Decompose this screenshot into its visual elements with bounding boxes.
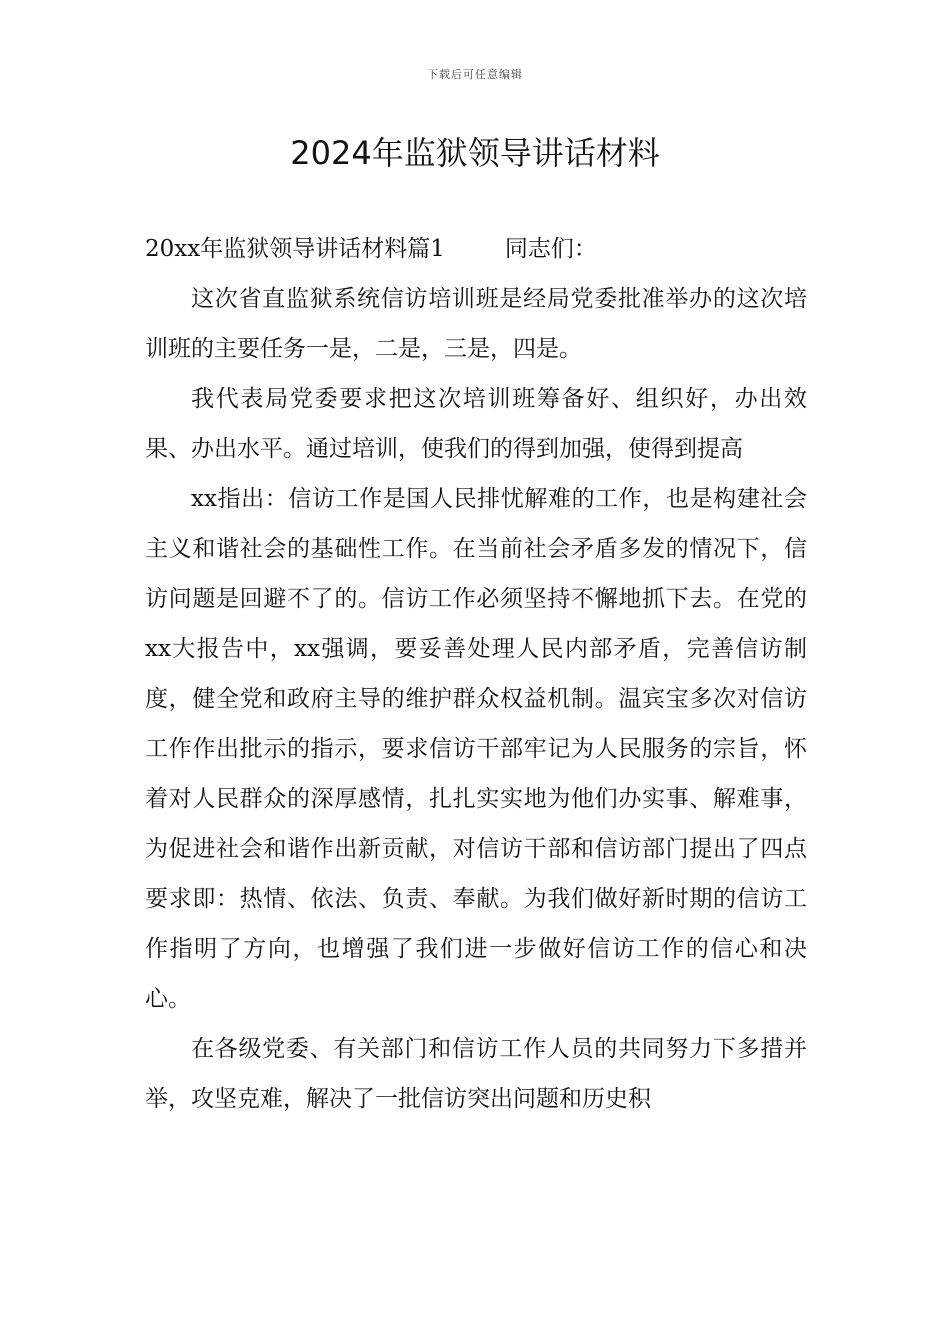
salutation: 同志们： bbox=[504, 236, 597, 262]
document-body bbox=[145, 224, 807, 1124]
paragraph-3: xx指出：信访工作是国人民排忧解难的工作，也是构建社会主义和谐社会的基础性工作。在当前社会矛盾多发的情况下，信访问题是回避不了的。信访工作必须坚持不懈地抓下去。在党的xx大报告中，xx强调，要妥善处理人民内部矛盾，完善信访制度，健全党和政府主导的维护群众权益机制。温宾宝多次对信访工作作出批示的指示，要求信访干部牢记为人民服务的宗旨，怀着对人民群众的深厚感情，扎扎实实地为他们办实事、解难事，为促进社会和谐作出新贡献，对信访干部和信访部门提出了四点要求即：热情、依法、负责、奉献。为我们做好新时期的信访工作指明了方向，也增强了我们进一步做好信访工作的信心和决心。 bbox=[145, 486, 807, 1012]
first-line bbox=[145, 224, 807, 274]
paragraph-2: 我代表局党委要求把这次培训班筹备好、组织好，办出效果、办出水平。通过培训，使我们的得到加强，使得到提高 bbox=[145, 386, 807, 462]
paragraph-1: 这次省直监狱系统信访培训班是经局党委批准举办的这次培训班的主要任务一是，二是，三是，四是。 bbox=[145, 286, 807, 362]
document-title: 2024年监狱领导讲话材料 bbox=[290, 134, 660, 172]
header-note: 下载后可任意编辑 bbox=[427, 68, 523, 81]
paragraph-4: 在各级党委、有关部门和信访工作人员的共同努力下多措并举，攻坚克难，解决了一批信访突出问题和历史积 bbox=[145, 1036, 807, 1112]
section-heading: 20xx年监狱领导讲话材料篇1 bbox=[145, 236, 445, 262]
